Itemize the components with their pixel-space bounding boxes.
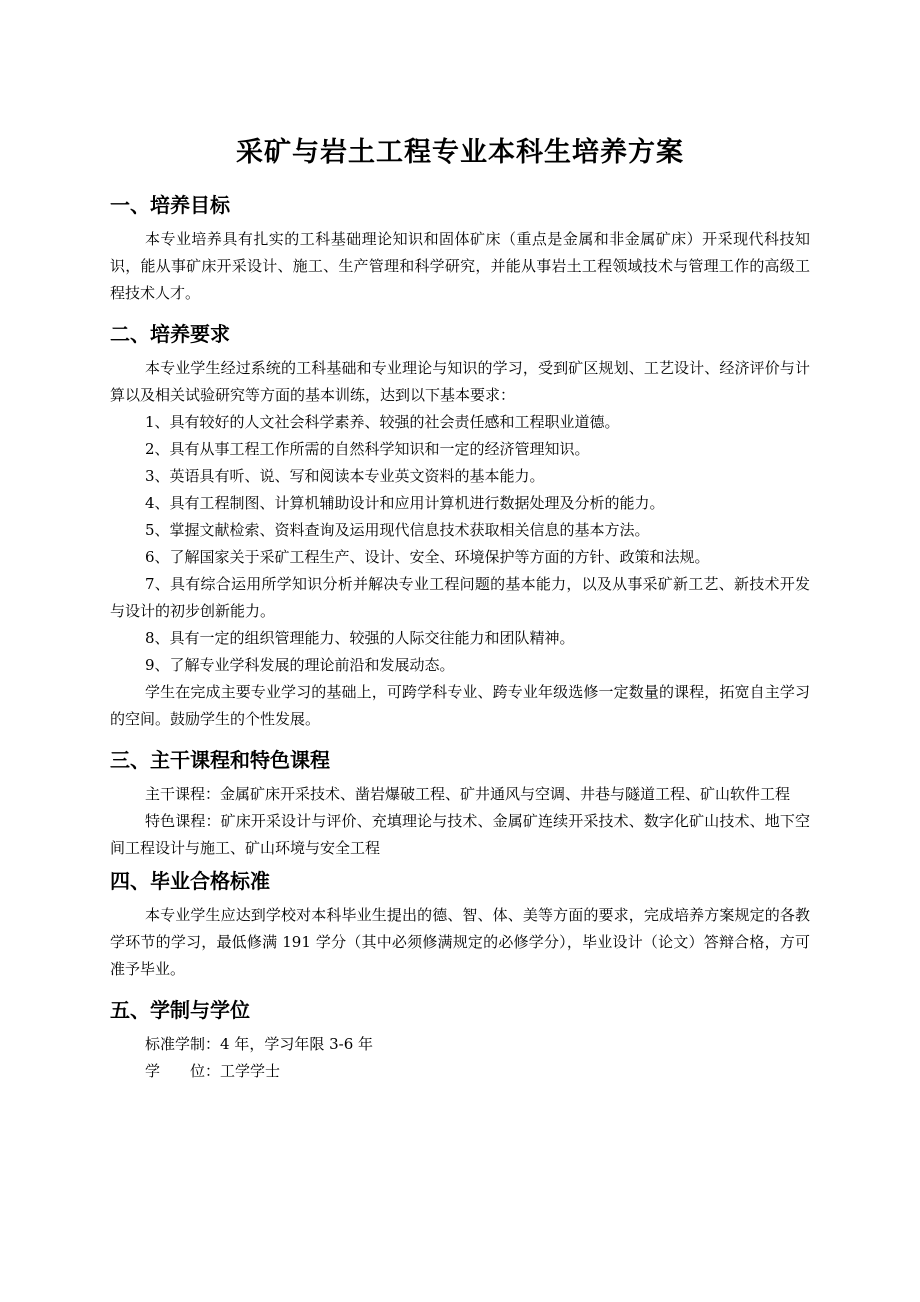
graduation-paragraph: 本专业学生应达到学校对本科毕业生提出的德、智、体、美等方面的要求，完成培养方案规定的各教学环节的学习，最低修满 191 学分（其中必须修满规定的必修学分），毕业设计（论文）答辩合格，方可准予毕业。 bbox=[110, 906, 810, 978]
degree-label-first: 学 bbox=[145, 1062, 161, 1080]
section-heading-graduation: 四、毕业合格标准 bbox=[110, 869, 270, 893]
duration-line bbox=[110, 1031, 810, 1058]
degree-value: 工学学士 bbox=[220, 1062, 281, 1080]
document-body bbox=[110, 190, 810, 1085]
document-title: 采矿与岩土工程专业本科生培养方案 bbox=[236, 137, 684, 168]
section-heading-objectives: 一、培养目标 bbox=[110, 193, 230, 217]
requirement-item: 7、具有综合运用所学知识分析并解决专业工程问题的基本能力，以及从事采矿新工艺、新技术开发与设计的初步创新能力。 bbox=[110, 575, 810, 620]
section-heading-requirements: 二、培养要求 bbox=[110, 322, 230, 346]
requirements-intro: 本专业学生经过系统的工科基础和专业理论与知识的学习，受到矿区规划、工艺设计、经济评价与计算以及相关试验研究等方面的基本训练，达到以下基本要求： bbox=[110, 359, 810, 404]
requirement-item: 6、了解国家关于采矿工程生产、设计、安全、环境保护等方面的方针、政策和法规。 bbox=[145, 548, 710, 566]
core-courses-paragraph: 主干课程：金属矿床开采技术、凿岩爆破工程、矿井通风与空调、井巷与隧道工程、矿山软件工程 bbox=[145, 785, 791, 803]
requirements-closing: 学生在完成主要专业学习的基础上，可跨学科专业、跨专业年级选修一定数量的课程，拓宽自主学习的空间。鼓励学生的个性发展。 bbox=[110, 683, 810, 728]
requirement-item: 1、具有较好的人文社会科学素养、较强的社会责任感和工程职业道德。 bbox=[145, 413, 620, 431]
duration-label: 标准学制： bbox=[145, 1035, 221, 1053]
requirement-item: 3、英语具有听、说、写和阅读本专业英文资料的基本能力。 bbox=[145, 467, 545, 485]
section-heading-duration-degree: 五、学制与学位 bbox=[110, 998, 250, 1022]
section-heading-courses: 三、主干课程和特色课程 bbox=[110, 748, 330, 772]
featured-courses-paragraph: 特色课程：矿床开采设计与评价、充填理论与技术、金属矿连续开采技术、数字化矿山技术、地下空间工程设计与施工、矿山环境与安全工程 bbox=[110, 812, 810, 857]
degree-line bbox=[110, 1058, 810, 1085]
requirement-item: 4、具有工程制图、计算机辅助设计和应用计算机进行数据处理及分析的能力。 bbox=[145, 494, 665, 512]
requirement-item: 2、具有从事工程工作所需的自然科学知识和一定的经济管理知识。 bbox=[145, 440, 590, 458]
requirement-item: 5、掌握文献检索、资料查询及运用现代信息技术获取相关信息的基本方法。 bbox=[145, 521, 650, 539]
duration-value: 4 年，学习年限 3-6 年 bbox=[220, 1035, 374, 1053]
degree-label-second: 位： bbox=[190, 1062, 221, 1080]
objectives-paragraph: 本专业培养具有扎实的工科基础理论知识和固体矿床（重点是金属和非金属矿床）开采现代科技知识，能从事矿床开采设计、施工、生产管理和科学研究，并能从事岩土工程领域技术与管理工作的高级工程技术人才。 bbox=[110, 230, 810, 302]
requirement-item: 9、了解专业学科发展的理论前沿和发展动态。 bbox=[145, 656, 455, 674]
requirement-item: 8、具有一定的组织管理能力、较强的人际交往能力和团队精神。 bbox=[145, 629, 575, 647]
